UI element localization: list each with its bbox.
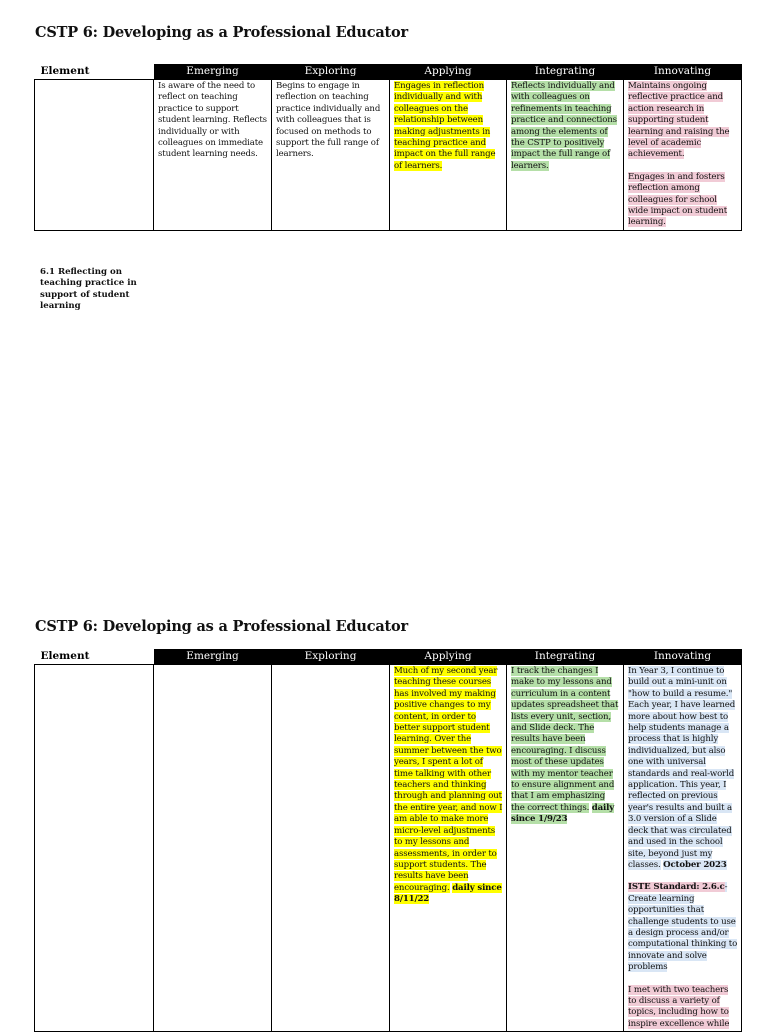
cell-text: Begins to engage in reflection on teaching practice individually and with colleagues that is focused on methods to support the full range of learners. xyxy=(276,81,381,160)
standard-label: ISTE Standard: 2.6.c xyxy=(628,882,725,893)
header-innovating: Innovating xyxy=(624,64,742,80)
cell-innovating xyxy=(624,665,742,1032)
highlighted-text: Reflects individually and with colleagues on refinements in teaching practice and connections among the elements of the CSTP to positively impact the full range of learners. xyxy=(511,81,617,171)
header-emerging: Emerging xyxy=(154,649,272,665)
date-label: daily since 8/11/22 xyxy=(394,882,502,905)
rubric-table xyxy=(34,64,742,231)
header-applying: Applying xyxy=(390,649,507,665)
table-row xyxy=(35,665,742,1032)
header-exploring: Exploring xyxy=(272,64,390,80)
highlighted-text: Maintains ongoing reflective practice and action research in supporting student learning and raising the level of academic achievement. xyxy=(628,81,730,160)
cell-element xyxy=(35,80,154,231)
date-label: October 2023 xyxy=(663,859,727,870)
highlighted-text: I track the changes I make to my lessons and curriculum in a content updates spreadsheet that lists every unit, section, and Slide deck. The results have been encouraging. I discuss most of these updates with my mentor teacher to ensure alignment and that I am emphasizing the correct things. xyxy=(511,666,619,813)
element-label: 6.1 Reflecting on teaching practice in support of student learning xyxy=(40,267,137,312)
page-title: CSTP 6: Developing as a Professional Educator xyxy=(35,24,408,41)
cell-innovating xyxy=(624,80,742,231)
cell-emerging xyxy=(154,80,272,231)
header-innovating: Innovating xyxy=(624,649,742,665)
highlighted-text: Engages in and fosters reflection among colleagues for school wide impact on student learning. xyxy=(628,171,728,228)
cell-exploring xyxy=(272,665,390,1032)
header-applying: Applying xyxy=(390,64,507,80)
highlighted-text: - Create learning opportunities that challenge students to use a design process and/or computational thinking to innovate and solve problems xyxy=(628,882,738,973)
header-emerging: Emerging xyxy=(154,64,272,80)
header-integrating: Integrating xyxy=(507,649,624,665)
cell-element xyxy=(35,665,154,1032)
cell-applying xyxy=(390,80,507,231)
header-integrating: Integrating xyxy=(507,64,624,80)
cell-integrating xyxy=(507,665,624,1032)
table-header-row xyxy=(35,649,742,665)
page-title: CSTP 6: Developing as a Professional Educator xyxy=(35,618,408,635)
highlighted-text: Much of my second year teaching these courses has involved my making positive changes to my content, in order to better support student learning. Over the summer between the two years, I spent a lot of time talking with other teachers and thinking through and planning out the entire year, and now I am able to make more micro-level adjustments to my lessons and assessments, in order to support students. The results have been encouraging. xyxy=(394,666,503,893)
cell-exploring xyxy=(272,80,390,231)
highlighted-text: I met with two teachers to discuss a variety of topics, including how to inspire excellence while xyxy=(628,984,730,1029)
cell-emerging xyxy=(154,665,272,1032)
date-label: daily since 1/9/23 xyxy=(511,802,615,825)
table-row xyxy=(35,80,742,231)
cell-integrating xyxy=(507,80,624,231)
cell-applying xyxy=(390,665,507,1032)
rubric-table xyxy=(34,649,742,1032)
highlighted-text: In Year 3, I continue to build out a mini-unit on "how to build a resume." Each year, I have learned more about how best to help students manage a process that is highly individualized, but also one with universal standards and real-world application. This year, I reflected on previous year's results and built a 3.0 version of a Slide deck that was circulated and used in the school site, beyond just my classes. xyxy=(628,666,736,870)
header-element: Element xyxy=(35,649,154,665)
header-element: Element xyxy=(35,64,154,80)
header-exploring: Exploring xyxy=(272,649,390,665)
cell-text: Is aware of the need to reflect on teaching practice to support student learning. Reflects individually or with colleagues on immediate student learning needs. xyxy=(158,81,267,160)
table-header-row xyxy=(35,64,742,80)
highlighted-text: Engages in reflection individually and with colleagues on the relationship between making adjustments in teaching practice and impact on the full range of learners. xyxy=(394,81,496,171)
